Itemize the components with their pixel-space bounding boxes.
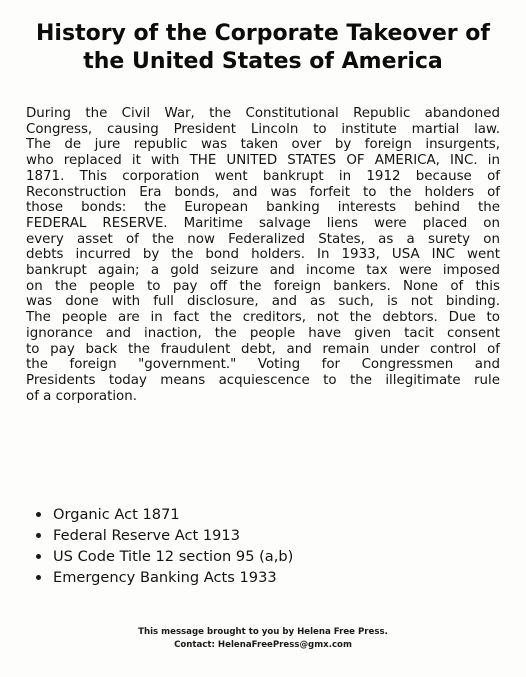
body-line: The de jure republic was taken over by foreign insurgents, — [26, 137, 500, 153]
body-line: ignorance and inaction, the people have given tacit consent — [26, 325, 500, 341]
footer-line-1: This message brought to you by Helena Free Press. — [138, 627, 388, 637]
list-item — [32, 546, 293, 567]
body-line: The people are in fact the creditors, not the debtors. Due to — [26, 310, 500, 326]
list-item — [32, 567, 293, 588]
bullet-icon — [36, 575, 41, 580]
footer-contact: Contact: HelenaFreePress@gmx.com — [174, 640, 352, 650]
title-line-2: the United States of America — [83, 49, 443, 74]
body-line: to pay back the fraudulent debt, and remain under control of — [26, 341, 500, 357]
body-line: Reconstruction Era bonds, and was forfeit to the holders of — [26, 184, 500, 200]
body-line: was done with full disclosure, and as such, is not binding. — [26, 294, 500, 310]
body-line: bankrupt again; a gold seizure and income tax were imposed — [26, 263, 500, 279]
body-line: the foreign "government." Voting for Congressmen and — [26, 357, 500, 373]
bullet-icon — [36, 512, 41, 517]
body-line: on the people to pay off the foreign bankers. None of this — [26, 278, 500, 294]
list-item-label: Emergency Banking Acts 1933 — [53, 569, 277, 586]
body-paragraph — [26, 106, 500, 404]
body-line: of a corporation. — [26, 388, 137, 404]
bullet-icon — [36, 533, 41, 538]
title-line-1: History of the Corporate Takeover of — [36, 21, 490, 46]
footer-credit — [0, 626, 526, 652]
body-line: FEDERAL RESERVE. Maritime salvage liens were placed on — [26, 215, 500, 231]
body-line: who replaced it with THE UNITED STATES OF AMERICA, INC. in — [26, 153, 500, 169]
document-title — [0, 20, 526, 76]
body-line: those bonds: the European banking interests behind the — [26, 200, 500, 216]
body-line: Congress, causing President Lincoln to institute martial law. — [26, 121, 500, 137]
list-item — [32, 525, 293, 546]
body-line: 1871. This corporation went bankrupt in 1912 because of — [26, 168, 500, 184]
body-line: debts incurred by the bond holders. In 1933, USA INC went — [26, 247, 500, 263]
list-item-label: Organic Act 1871 — [53, 506, 180, 523]
body-line: Presidents today means acquiescence to the illegitimate rule — [26, 372, 500, 388]
body-line: every asset of the now Federalized States, as a surety on — [26, 231, 500, 247]
body-line: During the Civil War, the Constitutional Republic abandoned — [26, 106, 500, 121]
bullet-icon — [36, 554, 41, 559]
reference-list — [32, 504, 293, 588]
list-item-label: Federal Reserve Act 1913 — [53, 527, 241, 544]
list-item — [32, 504, 293, 525]
list-item-label: US Code Title 12 section 95 (a,b) — [53, 548, 294, 565]
